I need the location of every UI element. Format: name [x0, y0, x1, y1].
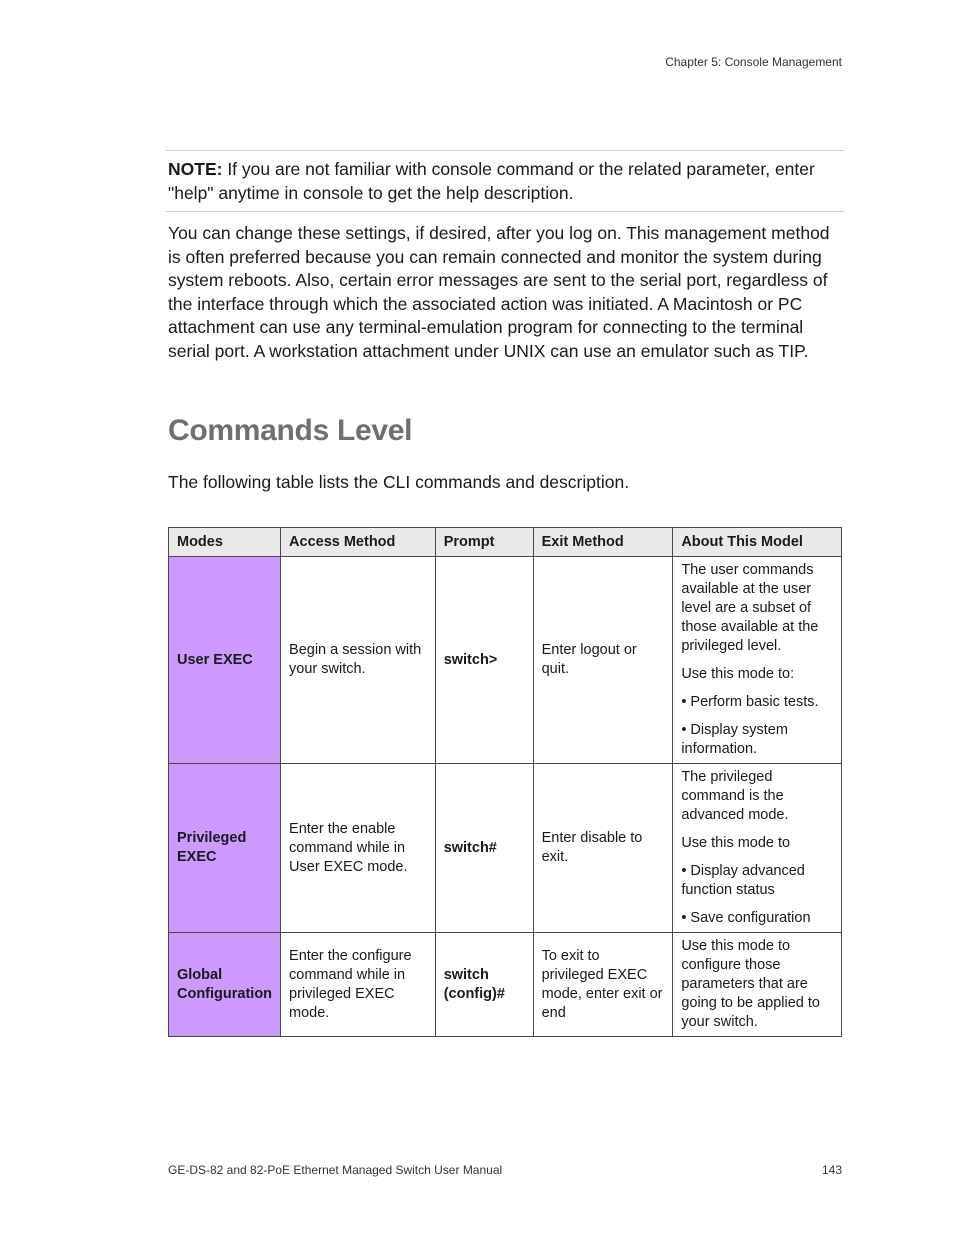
header-access-method: Access Method	[281, 528, 436, 557]
about-line: Use this mode to:	[681, 666, 795, 682]
about-line: • Perform basic tests.	[681, 694, 819, 710]
section-title: Commands Level	[168, 414, 413, 447]
header-prompt: Prompt	[435, 528, 533, 557]
prompt-cell: switch>	[435, 557, 533, 764]
exit-cell: Enter logout or quit.	[533, 557, 673, 764]
access-cell: Enter the configure command while in privileged EXEC mode.	[281, 933, 436, 1037]
about-line: • Display advanced function status	[681, 863, 805, 898]
mode-cell: User EXEC	[169, 557, 281, 764]
note-box	[166, 150, 844, 212]
about-cell	[673, 933, 842, 1037]
table-row	[169, 764, 842, 933]
note-label: NOTE:	[168, 159, 223, 179]
header-about: About This Model	[673, 528, 842, 557]
about-line: Use this mode to	[681, 835, 791, 851]
prompt-cell: switch (config)#	[435, 933, 533, 1037]
about-cell	[673, 557, 842, 764]
commands-table	[168, 527, 842, 1037]
about-line: • Save configuration	[681, 910, 811, 926]
table-row	[169, 557, 842, 764]
about-line: The user commands available at the user level are a subset of those available at the privileged level.	[681, 562, 819, 654]
mode-cell: Privileged EXEC	[169, 764, 281, 933]
table-row	[169, 933, 842, 1037]
header-exit-method: Exit Method	[533, 528, 673, 557]
page-number: 143	[821, 1163, 842, 1177]
body-paragraph: You can change these settings, if desired, after you log on. This management method is often preferred because you can remain connected and monitor the system during system reboots. Also, certain error messages are sent to the serial port, regardless of the interface through which the associated action was initiated. A Macintosh or PC attachment can use any terminal-emulation program for connecting to the terminal serial port. A workstation attachment under UNIX can use an emulator such as TIP.	[168, 223, 830, 361]
table-intro: The following table lists the CLI commands and description.	[168, 472, 630, 492]
access-cell: Enter the enable command while in User EXEC mode.	[281, 764, 436, 933]
access-cell: Begin a session with your switch.	[281, 557, 436, 764]
prompt-cell: switch#	[435, 764, 533, 933]
chapter-header: Chapter 5: Console Management	[665, 55, 842, 69]
about-line: The privileged command is the advanced mode.	[681, 769, 789, 823]
footer-manual-title: GE-DS-82 and 82-PoE Ethernet Managed Switch User Manual	[168, 1163, 503, 1177]
about-cell	[673, 764, 842, 933]
about-line: Use this mode to configure those parameters that are going to be applied to your switch.	[681, 938, 820, 1030]
header-modes: Modes	[169, 528, 281, 557]
table-header-row	[169, 528, 842, 557]
exit-cell: Enter disable to exit.	[533, 764, 673, 933]
exit-cell: To exit to privileged EXEC mode, enter exit or end	[533, 933, 673, 1037]
about-line: • Display system information.	[681, 722, 788, 757]
note-text: If you are not familiar with console command or the related parameter, enter "help" anytime in console to get the help description.	[168, 159, 815, 203]
mode-cell: Global Configuration	[169, 933, 281, 1037]
